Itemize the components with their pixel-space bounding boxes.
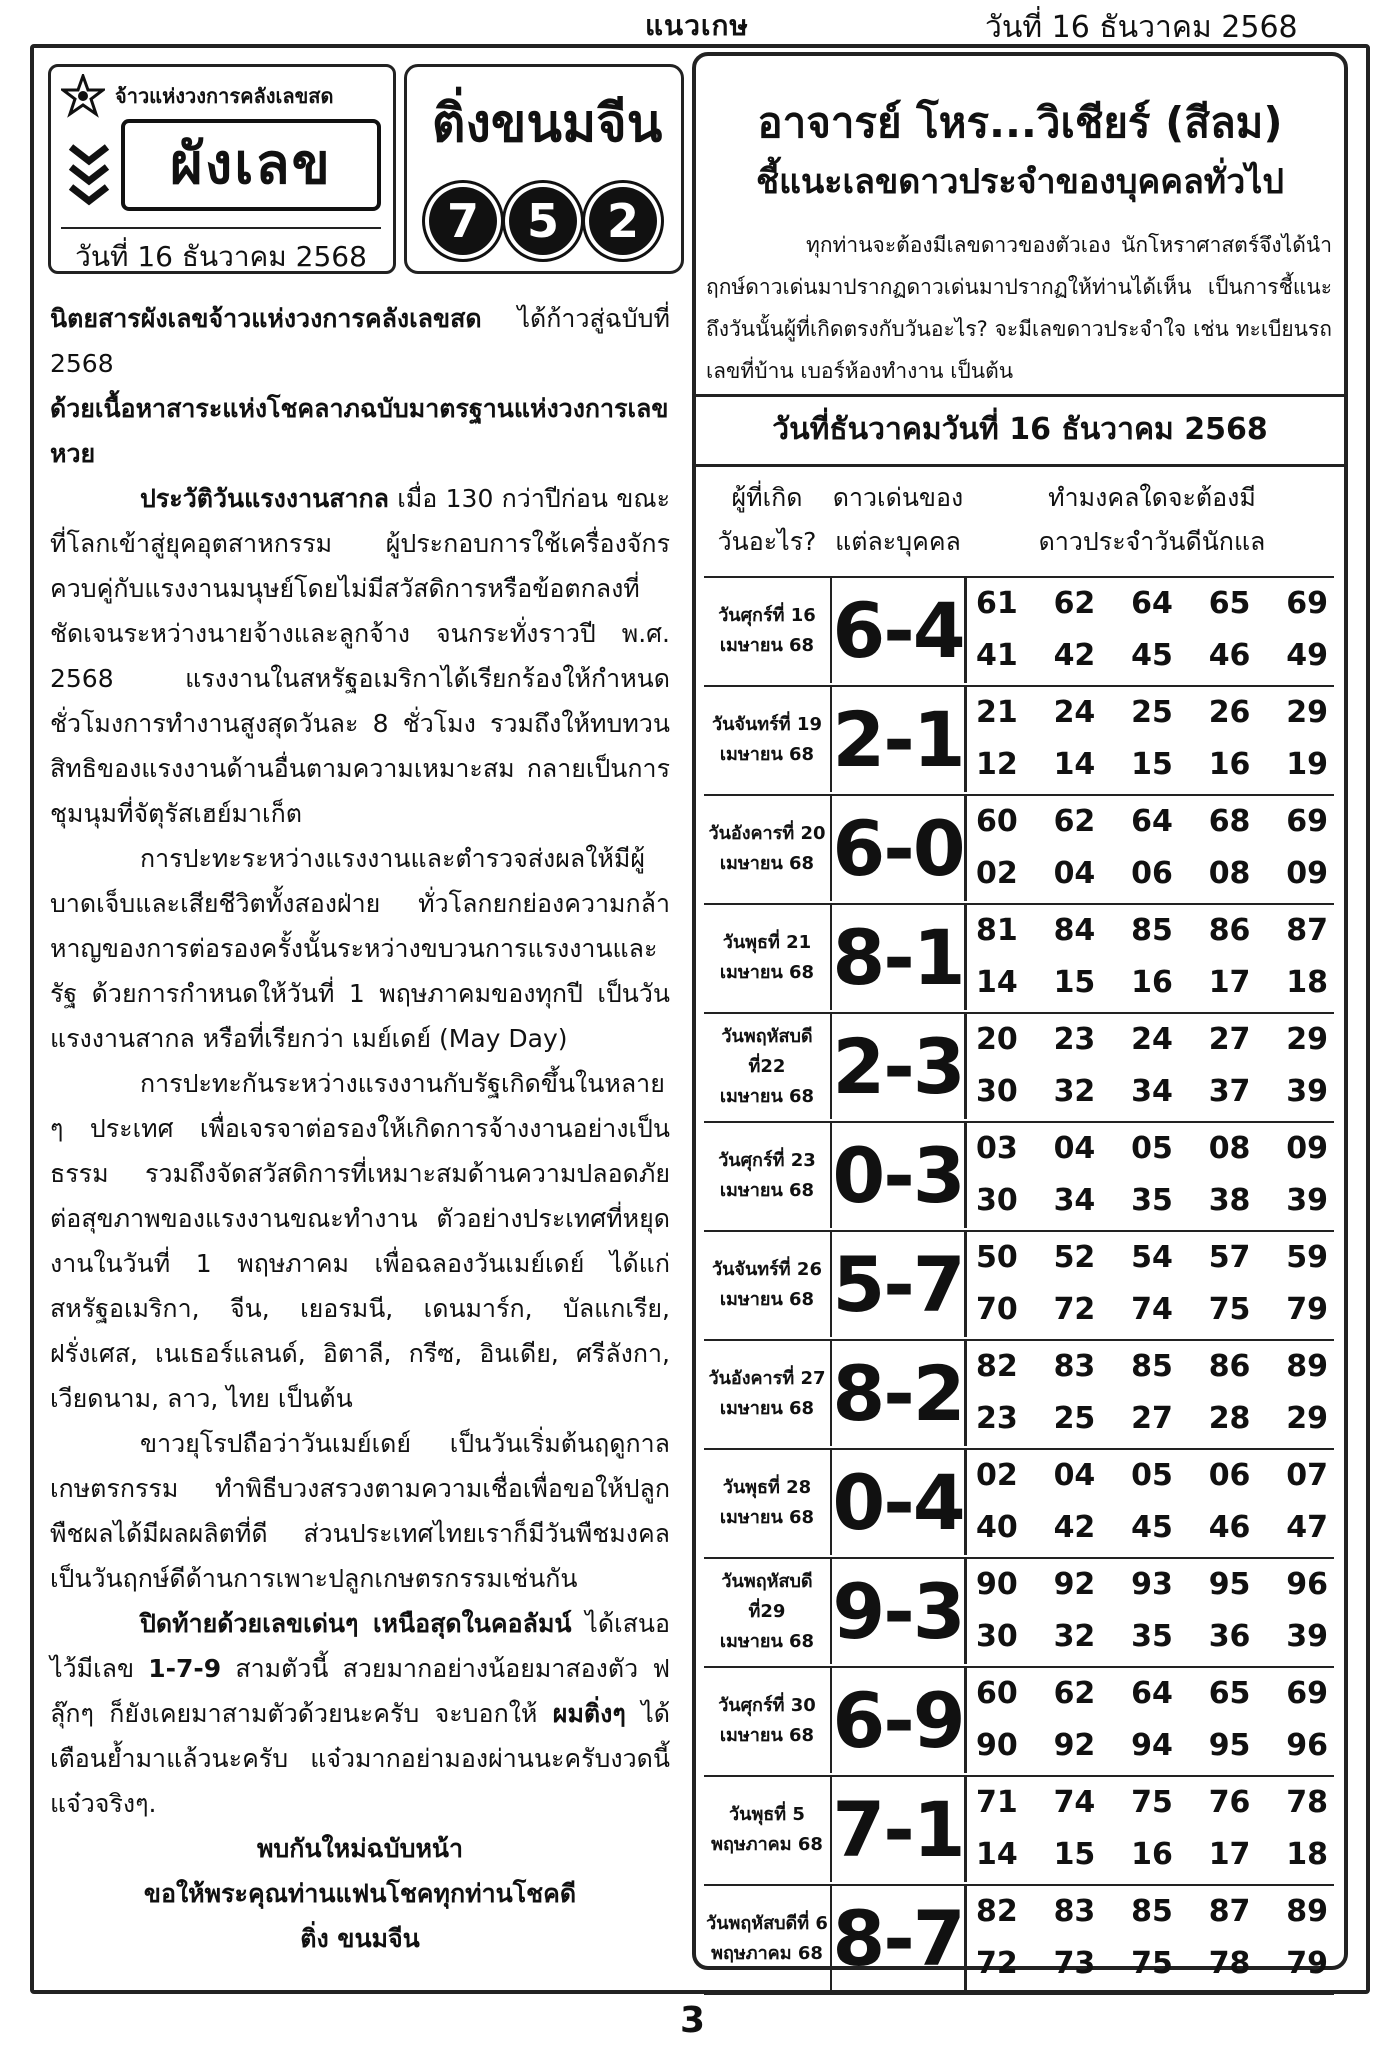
- lucky-number: 24: [1053, 695, 1096, 730]
- publication-name: แนวเกษ: [645, 9, 749, 42]
- lucky-ball: 7: [429, 187, 497, 255]
- col-header-day: [704, 476, 830, 564]
- number-line: [970, 1450, 1334, 1502]
- article-p7-name: ผมติ่งๆ: [552, 1699, 626, 1728]
- signoff-line: ขอให้พระคุณท่านแฟนโชคทุกท่านโชคดี: [143, 1879, 577, 1908]
- birth-day-cell: [704, 1450, 832, 1555]
- lucky-number: 23: [976, 1401, 1018, 1436]
- day-line: วันพุธที่ 21: [722, 931, 812, 953]
- month-line: เมษายน 68: [719, 1085, 815, 1107]
- lucky-number: 35: [1131, 1619, 1173, 1654]
- lucky-number: 79: [1286, 1292, 1328, 1327]
- lucky-number: 65: [1208, 586, 1251, 621]
- lucky-number: 57: [1208, 1240, 1251, 1275]
- lucky-number: 75: [1208, 1292, 1251, 1327]
- lucky-number: 27: [1208, 1022, 1251, 1057]
- number-line: [970, 1668, 1334, 1720]
- lucky-numbers-cell: [970, 1232, 1334, 1337]
- number-line: [970, 796, 1334, 848]
- lucky-number: 64: [1131, 1676, 1173, 1711]
- lucky-number: 68: [1208, 804, 1251, 839]
- lucky-number: 74: [1131, 1292, 1173, 1327]
- signoff-author: ติ่ง ขนมจีน: [300, 1924, 420, 1953]
- lucky-number: 17: [1208, 1837, 1251, 1872]
- article-p1-rest: ได้ก้าวสู่ฉบับที่ 2568: [50, 304, 670, 378]
- lucky-number: 39: [1286, 1074, 1328, 1109]
- lucky-number: 30: [976, 1183, 1018, 1218]
- month-line: เมษายน 68: [719, 1288, 815, 1310]
- lucky-number: 76: [1208, 1785, 1251, 1820]
- lucky-number: 34: [1053, 1183, 1096, 1218]
- table-row: [704, 1884, 1334, 1995]
- intro-paragraph: ทุกท่านจะต้องมีเลขดาวของตัวเอง นักโหราศาสตร์จึงได้นำฤกษ์ดาวเด่นมาปรากฏดาวเด่นมาปรากฏให้ท่านได้เห็น เป็นการชี้แนะ ถึงวันนั้นผู้ที่เกิดตรงกับวันอะไร? จะมีเลขดาวประจำใจ เช่น ทะเบียนรถ เลขที่บ้าน เบอร์ห้องทำงาน เป็นต้น: [706, 233, 1332, 383]
- lucky-number: 86: [1208, 1349, 1251, 1384]
- lucky-numbers-cell: [970, 1777, 1334, 1882]
- article: [50, 296, 670, 1961]
- lucky-number: 37: [1208, 1074, 1251, 1109]
- lucky-number: 16: [1208, 747, 1251, 782]
- month-line: เมษายน 68: [719, 1724, 815, 1746]
- number-line: [970, 905, 1334, 957]
- lucky-numbers-cell: [970, 1450, 1334, 1555]
- day-line: วันศุกร์ที่ 16: [718, 604, 816, 626]
- star-number-cell: 8-2: [832, 1341, 967, 1446]
- lucky-number: 29: [1286, 1022, 1328, 1057]
- lucky-number: 75: [1131, 1946, 1173, 1981]
- lucky-number: 50: [976, 1240, 1018, 1275]
- mascot-box: [404, 64, 684, 274]
- day-line: วันอังคารที่ 27: [708, 1367, 826, 1389]
- lucky-number: 05: [1131, 1131, 1173, 1166]
- lucky-numbers-cell: [970, 1014, 1334, 1119]
- lucky-number: 79: [1286, 1946, 1328, 1981]
- star-number-cell: 7-1: [832, 1777, 967, 1882]
- star-number-cell: 8-1: [832, 905, 967, 1010]
- lucky-numbers-cell: [970, 1886, 1334, 1991]
- number-line: [970, 1123, 1334, 1175]
- lucky-number: 04: [1053, 1131, 1096, 1166]
- table-row: [704, 1339, 1334, 1448]
- day-line: วันศุกร์ที่ 30: [718, 1694, 816, 1716]
- number-line: [970, 1938, 1334, 1990]
- lucky-number: 65: [1208, 1676, 1251, 1711]
- lucky-number: 17: [1208, 965, 1251, 1000]
- article-p3-rest: เมื่อ 130 กว่าปีก่อน ขณะที่โลกเข้าสู่ยุคอุตสาหกรรม ผู้ประกอบการใช้เครื่องจักรควบคู่กับแรงงานมนุษย์โดยไม่มีสวัสดิการหรือข้อตกลงที่ชัดเจนระหว่างนายจ้างและลูกจ้าง จนกระทั่งราวปี พ.ศ. 2568 แรงงานในสหรัฐอเมริกาได้เรียกร้องให้กำหนดชั่วโมงการทำงานสูงสุดวันละ 8 ชั่วโมง รวมถึงให้ทบทวนสิทธิของแรงงานด้านอื่นตามความเหมาะสม กลายเป็นการชุมนุมที่จัตุรัสเฮย์มาเก็ต: [50, 484, 670, 828]
- lucky-number: 29: [1286, 695, 1328, 730]
- lucky-number: 85: [1131, 1349, 1173, 1384]
- lucky-number: 83: [1053, 1349, 1096, 1384]
- table-row: [704, 685, 1334, 794]
- star-number-cell: 6-0: [832, 796, 967, 901]
- lucky-number: 93: [1131, 1567, 1173, 1602]
- birth-day-cell: [704, 687, 832, 792]
- day-line: วันพฤหัสบดีที่ 6: [706, 1912, 828, 1934]
- lucky-number: 95: [1208, 1567, 1251, 1602]
- lucky-number: 06: [1208, 1458, 1251, 1493]
- star-number-cell: 0-4: [832, 1450, 967, 1555]
- lucky-number: 46: [1208, 638, 1251, 673]
- lucky-number: 90: [976, 1567, 1018, 1602]
- star-number-cell: 6-9: [832, 1668, 967, 1773]
- number-line: [970, 739, 1334, 791]
- lucky-number: 87: [1286, 913, 1328, 948]
- lucky-number: 92: [1053, 1567, 1096, 1602]
- lucky-number: 30: [976, 1074, 1018, 1109]
- lucky-number: 72: [1053, 1292, 1096, 1327]
- col-header-line: แต่ละบุคคล: [835, 527, 961, 556]
- lucky-number: 62: [1053, 1676, 1096, 1711]
- lucky-number: 73: [1053, 1946, 1096, 1981]
- lucky-number: 64: [1131, 586, 1173, 621]
- lucky-number: 08: [1208, 1131, 1251, 1166]
- logo-top-text: จ้าวแห่งวงการคลังเลขสด: [115, 84, 334, 108]
- table-row: [704, 1012, 1334, 1121]
- day-line: วันอังคารที่ 20: [708, 822, 826, 844]
- article-p7-a: ได้เสนอไว้มีเลข: [50, 1609, 670, 1683]
- number-line: [970, 1611, 1334, 1663]
- lucky-number: 26: [1208, 695, 1251, 730]
- lucky-number: 29: [1286, 1401, 1328, 1436]
- star-icon: [61, 74, 105, 118]
- lucky-number: 78: [1286, 1785, 1328, 1820]
- lucky-number: 15: [1131, 747, 1173, 782]
- lucky-number: 20: [976, 1022, 1018, 1057]
- lucky-ball: 2: [589, 187, 657, 255]
- lucky-number: 18: [1286, 965, 1328, 1000]
- day-line: วันจันทร์ที่ 26: [712, 1258, 822, 1280]
- lucky-number: 75: [1131, 1785, 1173, 1820]
- lucky-number: 95: [1208, 1728, 1251, 1763]
- month-line: พฤษภาคม 68: [711, 1942, 823, 1964]
- lucky-number: 54: [1131, 1240, 1173, 1275]
- lucky-number: 07: [1286, 1458, 1328, 1493]
- number-line: [970, 1341, 1334, 1393]
- lucky-number: 03: [976, 1131, 1018, 1166]
- lucky-number: 87: [1208, 1894, 1251, 1929]
- lucky-number: 72: [976, 1946, 1018, 1981]
- number-line: [970, 630, 1334, 682]
- lucky-number: 34: [1131, 1074, 1173, 1109]
- day-line: วันพฤหัสบดีที่22: [721, 1025, 813, 1077]
- article-p3: [50, 476, 670, 836]
- article-p3-bold: ประวัติวันแรงงานสากล: [140, 484, 389, 513]
- lucky-numbers-cell: [970, 1123, 1334, 1228]
- birth-day-cell: [704, 1014, 832, 1119]
- lucky-number: 74: [1053, 1785, 1096, 1820]
- lucky-number: 59: [1286, 1240, 1328, 1275]
- col-header-line: วันอะไร?: [717, 527, 817, 556]
- lucky-number: 89: [1286, 1349, 1328, 1384]
- lucky-number: 12: [976, 747, 1018, 782]
- lucky-numbers-cell: [970, 1559, 1334, 1664]
- star-number-cell: 6-4: [832, 578, 967, 683]
- chevron-stack-icon: [65, 137, 113, 217]
- author-title: อาจารย์ โหร...วิเชียร์ (สีลม): [757, 98, 1283, 147]
- lucky-number: 61: [976, 586, 1018, 621]
- table-row: [704, 1230, 1334, 1339]
- lucky-number: 86: [1208, 913, 1251, 948]
- day-line: วันพุธที่ 28: [722, 1476, 812, 1498]
- lucky-ball: 5: [509, 187, 577, 255]
- article-p7-c: ได้เตือนย้ำมาแล้วนะครับ แจ๋วมากอย่ามองผ่านนะครับงวดนี้แจ๋วจริงๆ.: [50, 1699, 671, 1818]
- article-p1-bold: นิตยสารผังเลขจ้าวแห่งวงการคลังเลขสด: [50, 304, 482, 333]
- lucky-number: 09: [1286, 856, 1328, 891]
- col-header-line: ทำมงคลใดจะต้องมี: [1048, 483, 1256, 512]
- article-p2-bold: ด้วยเนื้อหาสาระแห่งโชคลาภฉบับมาตรฐานแห่งวงการเลขหวย: [50, 394, 669, 468]
- lucky-numbers-cell: [970, 578, 1334, 683]
- lucky-number: 09: [1286, 1131, 1328, 1166]
- star-number-cell: 2-1: [832, 687, 967, 792]
- birth-day-cell: [704, 1341, 832, 1446]
- lucky-number: 92: [1053, 1728, 1096, 1763]
- lucky-number: 15: [1053, 1837, 1096, 1872]
- month-line: เมษายน 68: [719, 634, 815, 656]
- lucky-number: 02: [976, 1458, 1018, 1493]
- author-subtitle: ชี้แนะเลขดาวประจำของบุคคลทั่วไป: [756, 162, 1284, 202]
- star-number-cell: 9-3: [832, 1559, 967, 1664]
- lucky-number: 14: [1053, 747, 1096, 782]
- birth-day-cell: [704, 1668, 832, 1773]
- table-row: [704, 1775, 1334, 1884]
- col-header-line: ผู้ที่เกิด: [731, 483, 803, 512]
- lucky-number: 02: [976, 856, 1018, 891]
- lucky-numbers-cell: [970, 796, 1334, 901]
- article-p1: [50, 296, 670, 386]
- article-p7-num: 1-7-9: [148, 1654, 222, 1683]
- month-line: เมษายน 68: [719, 743, 815, 765]
- month-line: พฤษภาคม 68: [711, 1833, 823, 1855]
- month-line: เมษายน 68: [719, 961, 815, 983]
- number-line: [970, 1232, 1334, 1284]
- lucky-number: 96: [1286, 1567, 1328, 1602]
- logo-top: [61, 75, 381, 117]
- lucky-number: 14: [976, 965, 1018, 1000]
- logo-date: วันที่ 16 ธันวาคม 2568: [61, 227, 381, 279]
- birth-day-cell: [704, 1232, 832, 1337]
- lucky-number: 04: [1053, 856, 1096, 891]
- month-line: เมษายน 68: [719, 852, 815, 874]
- lucky-number: 70: [976, 1292, 1018, 1327]
- number-line: [970, 1886, 1334, 1938]
- lucky-number: 62: [1053, 586, 1096, 621]
- number-line: [970, 1720, 1334, 1772]
- table-title: วันที่ธันวาคมวันที่ 16 ธันวาคม 2568: [772, 412, 1268, 447]
- lucky-number: 46: [1208, 1510, 1251, 1545]
- lucky-number: 38: [1208, 1183, 1251, 1218]
- lucky-number: 32: [1053, 1074, 1096, 1109]
- col-header-numbers: [970, 476, 1334, 564]
- lucky-number: 85: [1131, 1894, 1173, 1929]
- col-header-star: [832, 476, 964, 564]
- star-number-cell: 2-3: [832, 1014, 967, 1119]
- lucky-numbers-cell: [970, 687, 1334, 792]
- lucky-number: 06: [1131, 856, 1173, 891]
- star-number-column: [692, 52, 1348, 1983]
- lucky-number: 69: [1286, 804, 1328, 839]
- lucky-number: 04: [1053, 1458, 1096, 1493]
- month-line: เมษายน 68: [719, 1179, 815, 1201]
- number-line: [970, 957, 1334, 1009]
- lucky-number: 18: [1286, 1837, 1328, 1872]
- lucky-number: 39: [1286, 1183, 1328, 1218]
- number-line: [970, 1393, 1334, 1445]
- divider: [696, 394, 1344, 397]
- lucky-number: 21: [976, 695, 1018, 730]
- lucky-number: 23: [1053, 1022, 1096, 1057]
- article-p5: การปะทะกันระหว่างแรงงานกับรัฐเกิดขึ้นในหลาย ๆ ประเทศ เพื่อเจรจาต่อรองให้เกิดการจ้างงานอย่างเป็นธรรม รวมถึงจัดสวัสดิการที่เหมาะสมด้านความปลอดภัยต่อสุขภาพของแรงงานขณะทำงาน ตัวอย่างประเทศที่หยุดงานในวันที่ 1 พฤษภาคม เพื่อฉลองวันเมย์เดย์ ได้แก่ สหรัฐอเมริกา, จีน, เยอรมนี, เดนมาร์ก, บัลแกเรีย, ฝรั่งเศส, เนเธอร์แลนด์, อิตาลี, กรีซ, อินเดีย, ศรีลังกา, เวียดนาม, ลาว, ไทย เป็นต้น: [50, 1069, 670, 1413]
- lucky-number: 28: [1208, 1401, 1251, 1436]
- col-header-line: ดาวเด่นของ: [832, 483, 964, 512]
- number-line: [970, 1559, 1334, 1611]
- number-line: [970, 1777, 1334, 1829]
- top-header: [0, 0, 1388, 45]
- lucky-number: 19: [1286, 747, 1328, 782]
- number-line: [970, 1284, 1334, 1336]
- article-p2: [50, 386, 670, 476]
- lucky-number: 16: [1131, 965, 1173, 1000]
- birth-day-cell: [704, 1123, 832, 1228]
- lucky-number: 25: [1131, 695, 1173, 730]
- birth-day-cell: [704, 796, 832, 901]
- article-p7-bold: ปิดท้ายด้วยเลขเด่นๆ เหนือสุดในคอลัมน์: [140, 1609, 572, 1638]
- lucky-number: 94: [1131, 1728, 1173, 1763]
- day-line: วันพฤหัสบดีที่29: [721, 1570, 813, 1622]
- logo-box: [48, 64, 396, 274]
- article-p4: การปะทะระหว่างแรงงานและตำรวจส่งผลให้มีผู้บาดเจ็บและเสียชีวิตทั้งสองฝ่าย ทั่วโลกยกย่องความกล้าหาญของการต่อรองครั้งนั้นระหว่างขบวนการแรงงานและรัฐ ด้วยการกำหนดให้วันที่ 1 พฤษภาคมของทุกปี เป็นวันแรงงานสากล หรือที่เรียกว่า เมย์เดย์ (May Day): [50, 844, 670, 1053]
- table-row: [704, 1557, 1334, 1666]
- lucky-number: 41: [976, 638, 1018, 673]
- number-line: [970, 848, 1334, 900]
- table-row: [704, 903, 1334, 1012]
- article-p7-b: สามตัวนี้ สวยมากอย่างน้อยมาสองตัว ฟลุ๊กๆ ก็ยังเคยมาสามตัวด้วยนะครับ จะบอกให้: [50, 1654, 671, 1728]
- lucky-number: 83: [1053, 1894, 1096, 1929]
- divider: [696, 464, 1344, 467]
- birth-day-cell: [704, 905, 832, 1010]
- mascot-title: ติ่งขนมจีน: [431, 94, 663, 154]
- lucky-numbers-cell: [970, 905, 1334, 1010]
- lucky-number: 69: [1286, 1676, 1328, 1711]
- lucky-number: 85: [1131, 913, 1173, 948]
- lucky-number: 82: [976, 1349, 1018, 1384]
- table-row: [704, 794, 1334, 903]
- lucky-number: 42: [1053, 1510, 1096, 1545]
- table-row: [704, 1666, 1334, 1775]
- month-line: เมษายน 68: [719, 1506, 815, 1528]
- number-line: [970, 1502, 1334, 1554]
- number-line: [970, 1066, 1334, 1118]
- lucky-number: 45: [1131, 1510, 1173, 1545]
- day-line: วันจันทร์ที่ 19: [712, 713, 822, 735]
- lucky-number: 78: [1208, 1946, 1251, 1981]
- lucky-number: 27: [1131, 1401, 1173, 1436]
- birth-day-cell: [704, 578, 832, 683]
- lucky-number: 30: [976, 1619, 1018, 1654]
- lucky-number: 62: [1053, 804, 1096, 839]
- lucky-number: 16: [1131, 1837, 1173, 1872]
- lucky-number: 82: [976, 1894, 1018, 1929]
- table-row: [704, 576, 1334, 685]
- birth-day-cell: [704, 1777, 832, 1882]
- intro-text: [706, 224, 1332, 392]
- star-number-cell: 8-7: [832, 1886, 967, 1991]
- lucky-balls: [429, 187, 657, 255]
- birth-day-cell: [704, 1559, 832, 1664]
- number-line: [970, 1829, 1334, 1881]
- logo-title: ผังเลข: [121, 119, 381, 211]
- number-line: [970, 578, 1334, 630]
- page-number: 3: [680, 2000, 706, 2041]
- article-p7: [50, 1601, 670, 1826]
- lucky-number: 42: [1053, 638, 1096, 673]
- star-number-cell: 5-7: [832, 1232, 967, 1337]
- table-row: [704, 1448, 1334, 1557]
- month-line: เมษายน 68: [719, 1630, 815, 1652]
- lucky-number: 40: [976, 1510, 1018, 1545]
- lucky-number: 35: [1131, 1183, 1173, 1218]
- lucky-number: 84: [1053, 913, 1096, 948]
- lucky-number: 64: [1131, 804, 1173, 839]
- lucky-numbers-cell: [970, 1668, 1334, 1773]
- lucky-number: 96: [1286, 1728, 1328, 1763]
- lucky-number: 60: [976, 804, 1018, 839]
- lucky-number: 89: [1286, 1894, 1328, 1929]
- lucky-number: 71: [976, 1785, 1018, 1820]
- article-p6: ขาวยุโรปถือว่าวันเมย์เดย์ เป็นวันเริ่มต้นฤดูกาลเกษตรกรรม ทำพิธีบวงสรวงตามความเชื่อเพื่อขอให้ปลูกพืชผลได้มีผลผลิตที่ดี ส่วนประเทศไทยเราก็มีวันพืชมงคล เป็นวันฤกษ์ดีด้านการเพาะปลูกเกษตรกรรมเช่นกัน: [50, 1429, 670, 1593]
- lucky-number: 05: [1131, 1458, 1173, 1493]
- lucky-number: 69: [1286, 586, 1328, 621]
- day-line: วันพุธที่ 5: [729, 1803, 805, 1825]
- lucky-number: 36: [1208, 1619, 1251, 1654]
- lucky-number: 60: [976, 1676, 1018, 1711]
- lucky-number: 14: [976, 1837, 1018, 1872]
- birth-day-cell: [704, 1886, 832, 1991]
- lucky-number: 32: [1053, 1619, 1096, 1654]
- lucky-numbers-cell: [970, 1341, 1334, 1446]
- lucky-number: 52: [1053, 1240, 1096, 1275]
- lucky-number: 81: [976, 913, 1018, 948]
- lucky-number: 24: [1131, 1022, 1173, 1057]
- lucky-number: 39: [1286, 1619, 1328, 1654]
- col-header-line: ดาวประจำวันดีนักแล: [1038, 527, 1266, 556]
- number-line: [970, 687, 1334, 739]
- lucky-number: 49: [1286, 638, 1328, 673]
- lucky-number: 47: [1286, 1510, 1328, 1545]
- number-line: [970, 1175, 1334, 1227]
- day-line: วันศุกร์ที่ 23: [718, 1149, 816, 1171]
- table-row: [704, 1121, 1334, 1230]
- star-number-table: [704, 576, 1334, 1995]
- lucky-number: 90: [976, 1728, 1018, 1763]
- lucky-number: 08: [1208, 856, 1251, 891]
- month-line: เมษายน 68: [719, 1397, 815, 1419]
- header-date: วันที่ 16 ธันวาคม 2568: [985, 10, 1298, 45]
- lucky-number: 45: [1131, 638, 1173, 673]
- lucky-number: 25: [1053, 1401, 1096, 1436]
- signoff-line: พบกันใหม่ฉบับหน้า: [256, 1834, 464, 1863]
- number-line: [970, 1014, 1334, 1066]
- star-number-cell: 0-3: [832, 1123, 967, 1228]
- lucky-number: 15: [1053, 965, 1096, 1000]
